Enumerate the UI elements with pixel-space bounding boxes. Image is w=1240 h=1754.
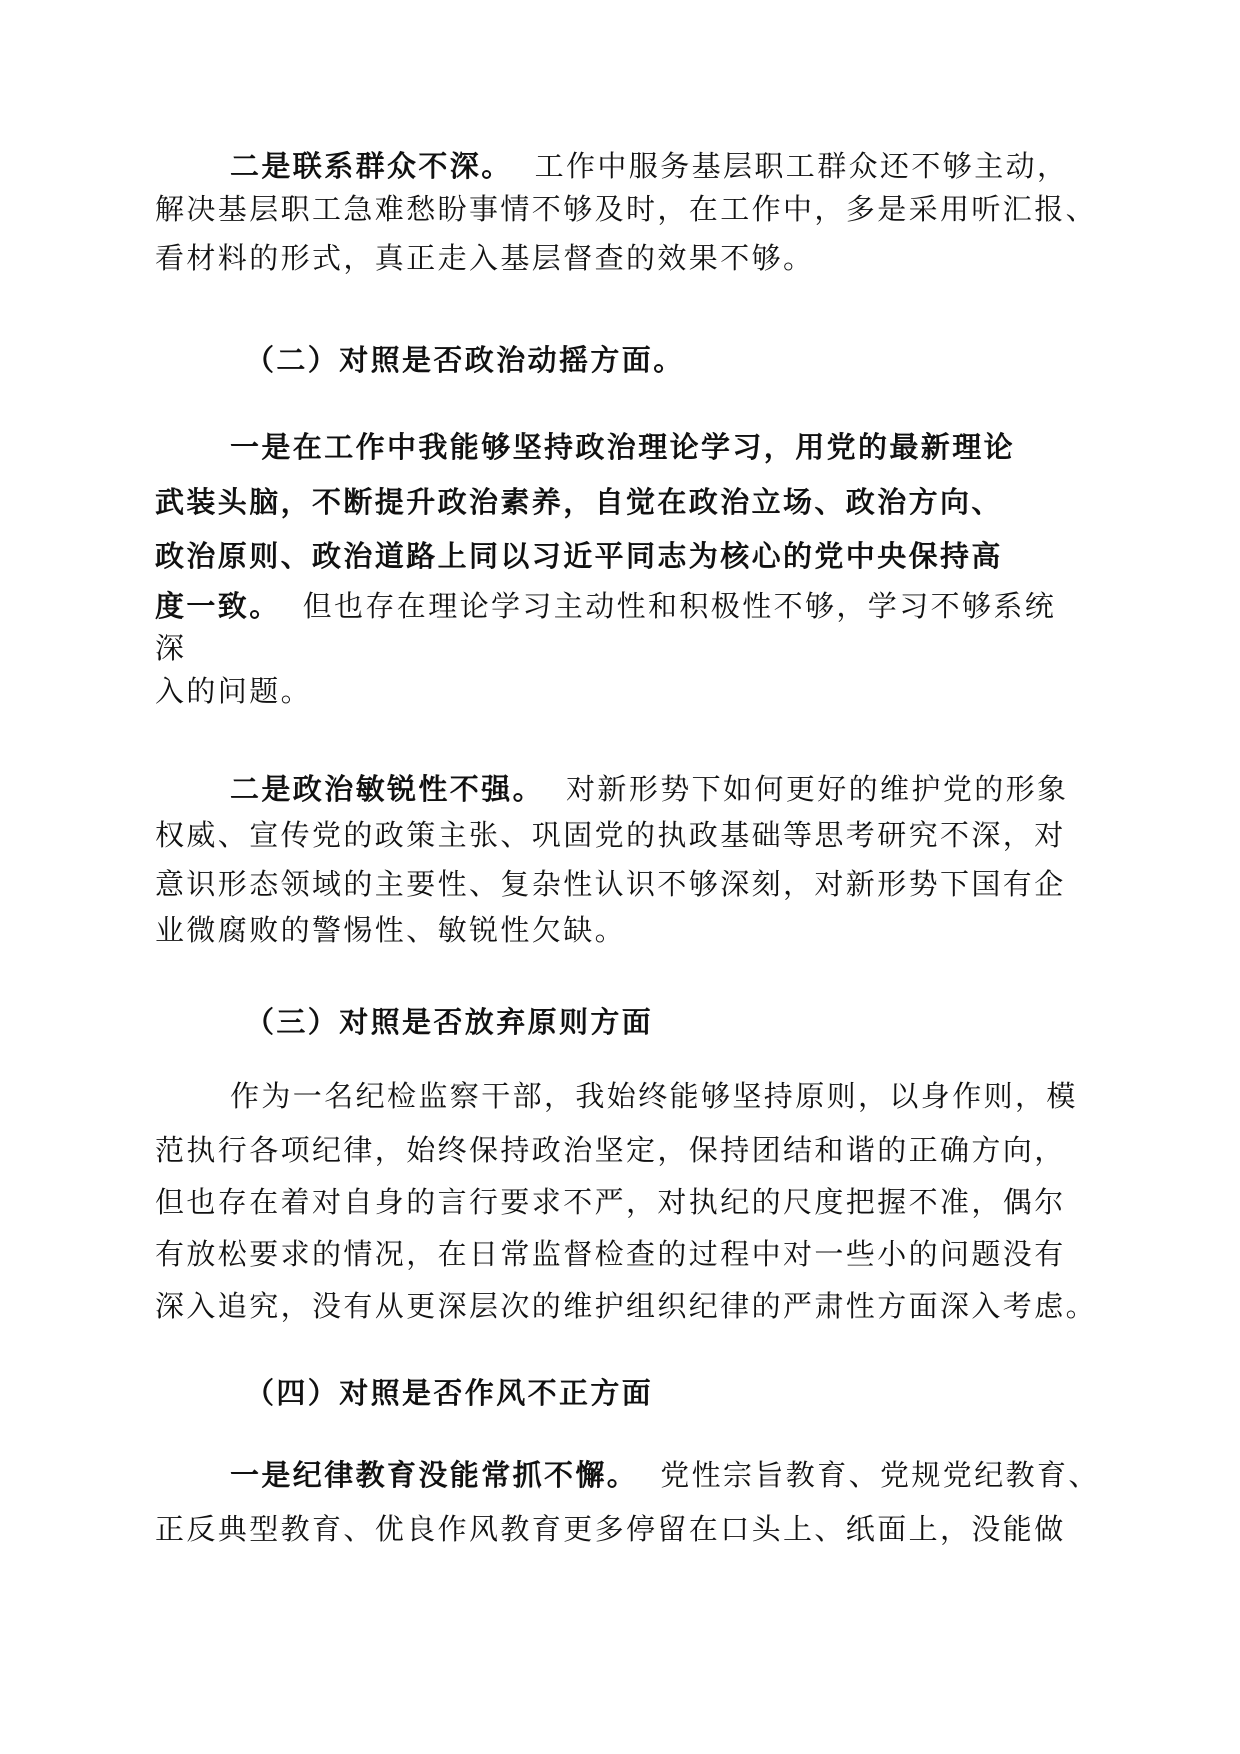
paragraph-2-line-2: 武装头脑，不断提升政治素养，自觉在政治立场、政治方向、 <box>155 485 1003 519</box>
paragraph-4-line-2: 范执行各项纪律，始终保持政治坚定，保持团结和谐的正确方向， <box>155 1133 1066 1167</box>
paragraph-1-line-1 <box>230 148 1068 184</box>
paragraph-2-line-1: 一是在工作中我能够坚持政治理论学习，用党的最新理论 <box>230 430 1016 464</box>
paragraph-2-line-3: 政治原则、政治道路上同以习近平同志为核心的党中央保持高 <box>155 539 1003 573</box>
paragraph-4-line-1: 作为一名纪检监察干部，我始终能够坚持原则，以身作则，模 <box>230 1079 1078 1113</box>
paragraph-1-line-3: 看材料的形式，真正走入基层督查的效果不够。 <box>155 241 815 275</box>
paragraph-1-lead: 二是联系群众不深。 <box>230 149 513 183</box>
paragraph-5-lead: 一是纪律教育没能常抓不懈。 <box>230 1458 639 1492</box>
paragraph-2-line-4 <box>155 588 1056 624</box>
section-heading-2: （二）对照是否政治动摇方面。 <box>245 343 685 377</box>
paragraph-4-line-3: 但也存在着对自身的言行要求不严，对执纪的尺度把握不准，偶尔 <box>155 1185 1066 1219</box>
paragraph-5-line-1 <box>230 1457 1100 1493</box>
paragraph-4-line-5: 深入追究，没有从更深层次的维护组织纪律的严肃性方面深入考虑。 <box>155 1289 1098 1323</box>
paragraph-3-lead: 二是政治敏锐性不强。 <box>230 772 545 806</box>
paragraph-3-line-1 <box>230 771 1068 807</box>
paragraph-5-text: 党性宗旨教育、党规党纪教育、 <box>660 1458 1100 1492</box>
paragraph-1-text: 工作中服务基层职工群众还不够主动， <box>534 149 1069 183</box>
paragraph-2-line-6: 入的问题。 <box>155 674 313 708</box>
paragraph-5-line-2: 正反典型教育、优良作风教育更多停留在口头上、纸面上，没能做 <box>155 1512 1066 1546</box>
paragraph-2-line-5: 深 <box>155 631 187 665</box>
section-heading-4: （四）对照是否作风不正方面 <box>245 1376 654 1410</box>
paragraph-3-line-2: 权威、宣传党的政策主张、巩固党的执政基础等思考研究不深，对 <box>155 818 1066 852</box>
paragraph-1-line-2: 解决基层职工急难愁盼事情不够及时，在工作中，多是采用听汇报、 <box>155 192 1098 226</box>
paragraph-3-line-3: 意识形态领域的主要性、复杂性认识不够深刻，对新形势下国有企 <box>155 867 1066 901</box>
paragraph-2-bold-end: 度一致。 <box>155 589 281 623</box>
paragraph-3-text: 对新形势下如何更好的维护党的形象 <box>566 772 1069 806</box>
paragraph-2-tail: 但也存在理论学习主动性和积极性不够，学习不够系统 <box>302 589 1057 623</box>
paragraph-4-line-4: 有放松要求的情况，在日常监督检查的过程中对一些小的问题没有 <box>155 1237 1066 1271</box>
paragraph-3-line-4: 业微腐败的警惕性、敏锐性欠缺。 <box>155 913 627 947</box>
section-heading-3: （三）对照是否放弃原则方面 <box>245 1005 654 1039</box>
